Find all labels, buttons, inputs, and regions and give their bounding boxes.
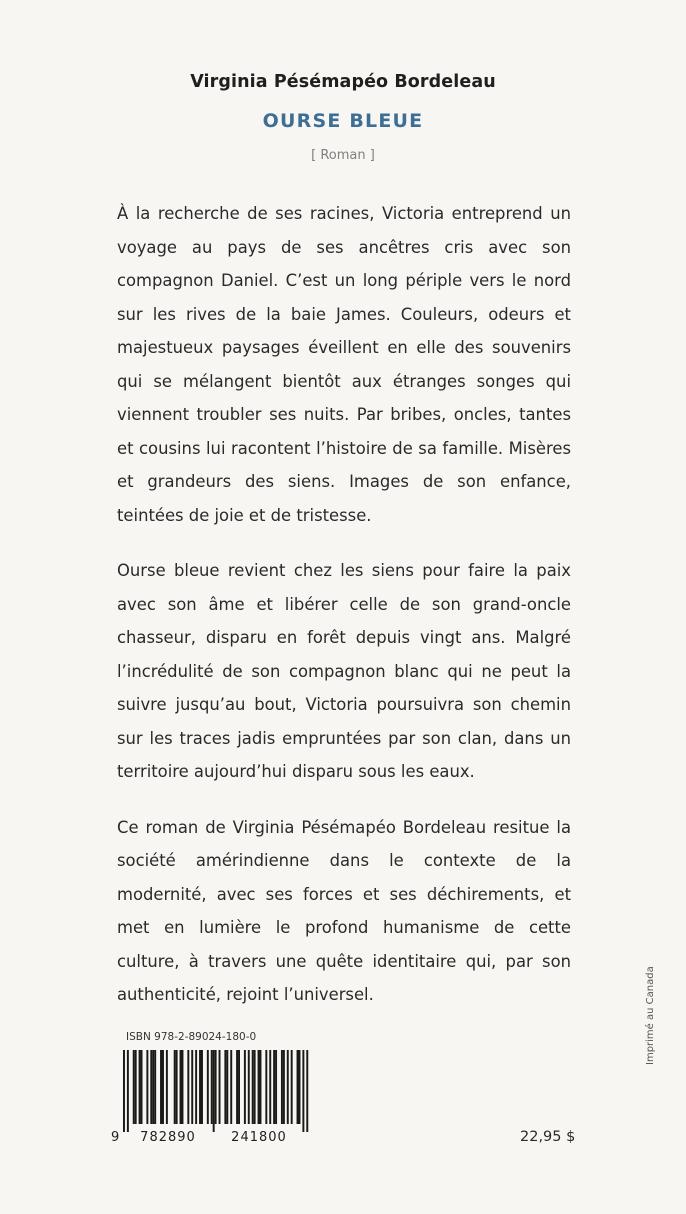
barcode-bar (273, 1050, 275, 1124)
barcode-bar (226, 1050, 228, 1124)
barcode-bar (297, 1050, 299, 1124)
barcode-bar (146, 1050, 148, 1124)
barcode-bar (219, 1050, 221, 1124)
barcode-bars (123, 1050, 308, 1132)
barcode-bar (201, 1050, 203, 1124)
barcode-bar (180, 1050, 182, 1124)
book-title: OURSE BLEUE (262, 110, 424, 132)
barcode (111, 1050, 313, 1144)
barcode-bar (195, 1050, 197, 1124)
barcode-bar (207, 1050, 209, 1124)
isbn-label: ISBN 978-2-89024-180-0 (126, 1031, 257, 1043)
barcode-bar (133, 1050, 135, 1124)
barcode-digits-left: 782890 (140, 1130, 196, 1144)
barcode-bar (211, 1050, 213, 1124)
barcode-bar (187, 1050, 189, 1124)
barcode-bar (213, 1050, 215, 1132)
barcode-bar (281, 1050, 283, 1124)
synopsis-paragraph-2: Ourse bleue revient chez les siens pour faire la paix avec son âme et libérer celle de son grand-oncle chasseur, disparu en forêt depuis vingt ans. Malgré l’incrédulité de son compagnon blanc qui ne peut la suivre jusqu’au bout, Victoria poursuivra son chemin sur les traces jadis empruntées par son clan, dans un territoire aujourd’hui disparu sous les eaux. (117, 561, 571, 781)
printed-in-label: Imprimé au Canada (645, 966, 656, 1065)
barcode-bar (287, 1050, 289, 1124)
genre-label: [ Roman ] (311, 148, 375, 163)
barcode-bar (260, 1050, 262, 1124)
barcode-bar (265, 1050, 267, 1124)
barcode-bar (283, 1050, 285, 1124)
synopsis-paragraph-1: À la recherche de ses racines, Victoria entreprend un voyage au pays de ses ancêtres cris avec son compagnon Daniel. C’est un long périple vers le nord sur les rives de la baie James. Couleurs, odeurs et majestueux paysages éveillent en elle des souvenirs qui se mélangent bientôt aux étranges songes qui viennent troubler ses nuits. Par bribes, oncles, tantes et cousins lui racontent l’histoire de sa famille. Misères et grandeurs des siens. Images de son enfance, teintées de joie et de tristesse. (117, 204, 571, 525)
synopsis-paragraph-3: Ce roman de Virginia Pésémapéo Bordeleau resitue la société amérindienne dans le contexte de la modernité, avec ses forces et ses déchirements, et met en lumière le profond humanisme de cette culture, à travers une quête identitaire qui, par son authenticité, rejoint l’universel. (117, 817, 571, 1004)
barcode-bar (230, 1050, 232, 1124)
barcode-bar (191, 1050, 193, 1124)
barcode-bar (269, 1050, 271, 1124)
price: 22,95 $ (520, 1129, 576, 1145)
barcode-bar (162, 1050, 164, 1124)
barcode-bar (182, 1050, 184, 1124)
barcode-bar (302, 1050, 304, 1132)
barcode-bar (244, 1050, 246, 1124)
barcode-bar (252, 1050, 254, 1124)
barcode-bar (275, 1050, 277, 1124)
barcode-digit-first: 9 (111, 1130, 120, 1144)
author-name: Virginia Pésémapéo Bordeleau (190, 72, 496, 92)
barcode-bar (248, 1050, 250, 1124)
barcode-bar (258, 1050, 260, 1124)
barcode-bar (254, 1050, 256, 1124)
barcode-digits-right: 241800 (231, 1130, 287, 1144)
barcode-bar (215, 1050, 217, 1124)
barcode-bar (139, 1050, 141, 1124)
barcode-bar (236, 1050, 238, 1124)
barcode-bar (299, 1050, 301, 1124)
barcode-bar (141, 1050, 143, 1124)
barcode-bar (166, 1050, 168, 1124)
barcode-bar (306, 1050, 308, 1132)
barcode-bar (154, 1050, 156, 1124)
barcode-bar (291, 1050, 293, 1124)
barcode-bar (224, 1050, 226, 1124)
barcode-bar (176, 1050, 178, 1124)
barcode-bar (160, 1050, 162, 1124)
barcode-bar (135, 1050, 137, 1124)
synopsis (117, 197, 571, 1034)
barcode-bar (174, 1050, 176, 1124)
barcode-bar (238, 1050, 240, 1124)
barcode-bar (150, 1050, 152, 1124)
barcode-bar (127, 1050, 129, 1132)
barcode-bar (123, 1050, 125, 1132)
barcode-bar (199, 1050, 201, 1124)
barcode-bar (152, 1050, 154, 1124)
